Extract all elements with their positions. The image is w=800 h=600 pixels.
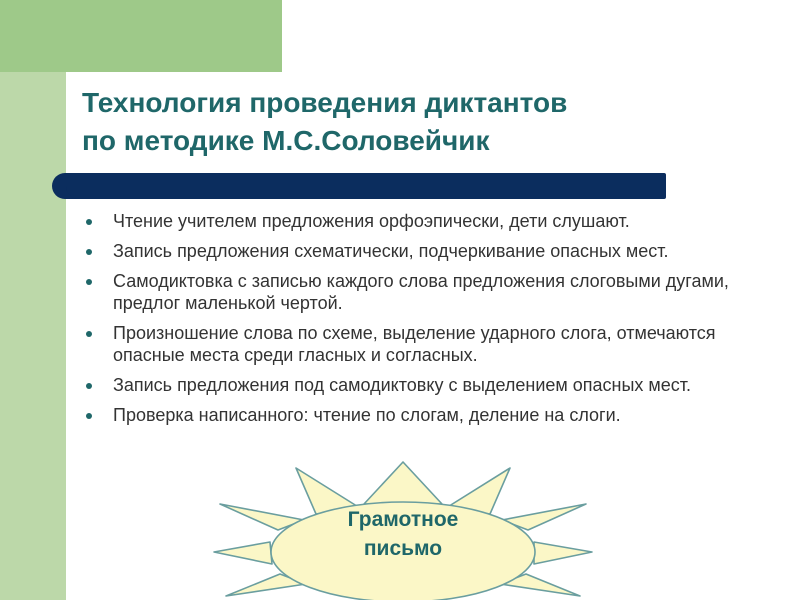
sun-ray-left xyxy=(214,542,272,564)
bullet-dot-icon xyxy=(86,413,92,419)
bullet-item xyxy=(82,210,762,232)
bullet-item xyxy=(82,270,762,314)
corner-decor-block xyxy=(0,0,282,72)
bullet-dot-icon xyxy=(86,249,92,255)
sun-ray-top xyxy=(364,462,442,504)
sun-label xyxy=(318,505,488,563)
divider-bar xyxy=(66,173,666,199)
bullet-item xyxy=(82,322,762,366)
left-decor-strip xyxy=(0,0,66,600)
bullet-text: Чтение учителем предложения орфоэпически, дети слушают. xyxy=(113,211,630,231)
bullet-item xyxy=(82,240,762,262)
bullet-text: Запись предложения схематически, подчеркивание опасных мест. xyxy=(113,241,669,261)
bullet-item xyxy=(82,404,762,426)
bullet-text: Запись предложения под самодиктовку с выделением опасных мест. xyxy=(113,375,692,395)
bullet-dot-icon xyxy=(86,383,92,389)
bullet-text: Проверка написанного: чтение по слогам, деление на слоги. xyxy=(113,405,621,425)
slide-title xyxy=(82,84,772,160)
bullet-item xyxy=(82,374,762,396)
sun-ray-right xyxy=(534,542,592,564)
bullet-text: Самодиктовка с записью каждого слова предложения слоговыми дугами, предлог маленькой чертой. xyxy=(113,271,729,313)
title-line-1: Технология проведения диктантов xyxy=(82,87,568,118)
bullet-dot-icon xyxy=(86,219,92,225)
bullet-dot-icon xyxy=(86,331,92,337)
sun-label-line-1: Грамотное xyxy=(347,508,459,531)
bullet-text: Произношение слова по схеме, выделение ударного слога, отмечаются опасные места среди гласных и согласных. xyxy=(113,323,716,365)
bullet-dot-icon xyxy=(86,279,92,285)
sun-label-line-2: письмо xyxy=(363,537,443,560)
title-line-2: по методике М.С.Соловейчик xyxy=(82,125,490,156)
bullet-list xyxy=(82,210,762,434)
